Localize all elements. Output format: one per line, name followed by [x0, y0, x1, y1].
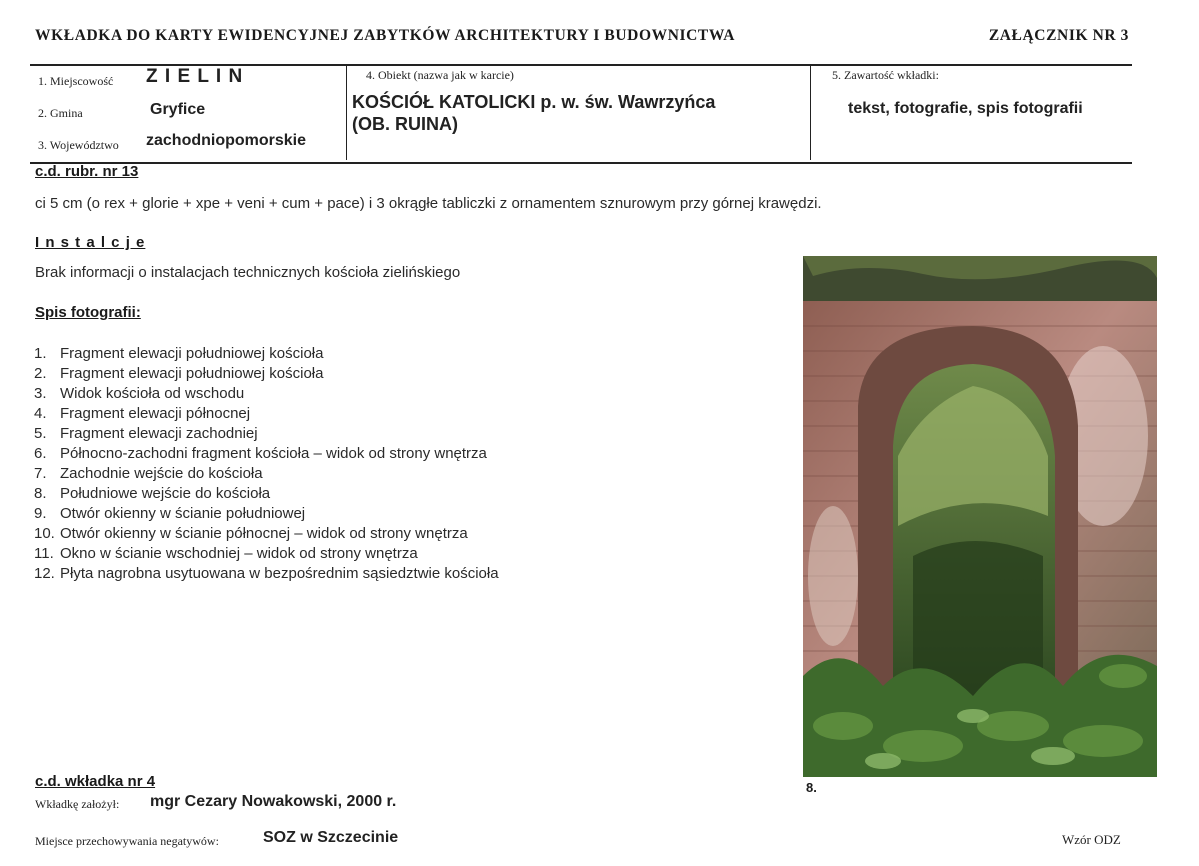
storage-label: Miejsce przechowywania negatywów: [35, 834, 219, 848]
photo-list-item-text: Południowe wejście do kościoła [60, 485, 271, 502]
storage-value: SOZ w Szczecinie [263, 829, 399, 846]
continuation-text: ci 5 cm (o rex + glorie + xpe + veni + cum + pace) i 3 okrągłe tabliczki z ornamentem sznurowym przy górnej krawędzi. [35, 195, 822, 212]
photo-list-item-text: Okno w ścianie wschodniej – widok od strony wnętrza [60, 545, 418, 562]
author-label: Wkładkę założył: [35, 797, 120, 811]
contents-value: tekst, fotografie, spis fotografii [848, 100, 1083, 117]
locality-label: 1. Miejscowość [38, 74, 114, 88]
photo-list-item [34, 504, 499, 524]
photo-list-item-text: Otwór okienny w ścianie południowej [60, 505, 306, 522]
photo-caption: 8. [806, 780, 817, 795]
locality-value: Z I E L I N [146, 66, 244, 87]
box-divider-1 [346, 66, 347, 160]
photo-list-item-number: 11. [34, 545, 54, 562]
photo-list-item-number: 5. [34, 425, 47, 442]
photo-list-item-text: Fragment elewacji północnej [60, 405, 251, 422]
object-value [352, 91, 715, 135]
object-value-line2: (OB. RUINA) [352, 114, 458, 134]
author-value: mgr Cezary Nowakowski, 2000 r. [150, 793, 397, 810]
installations-text: Brak informacji o instalacjach technicznych kościoła zielińskiego [35, 264, 461, 281]
photo-list-item-number: 7. [34, 465, 47, 482]
photo-list-item-text: Fragment elewacji południowej kościoła [60, 365, 324, 382]
photo-list-item [34, 564, 499, 584]
photo-graphic [803, 256, 1157, 777]
photo-list-item-number: 3. [34, 385, 47, 402]
photo-list-item-text: Zachodnie wejście do kościoła [60, 465, 263, 482]
photo-list-item-text: Płyta nagrobna usytuowana w bezpośrednim sąsiedztwie kościoła [60, 565, 499, 582]
ruin-doorway-photo [803, 256, 1157, 777]
installations-heading: I n s t a l c j e [35, 234, 146, 251]
photo-list-item-text: Północno-zachodni fragment kościoła – widok od strony wnętrza [60, 445, 487, 462]
photo-list-item-number: 10. [34, 525, 55, 542]
photo-list-item [34, 484, 499, 504]
photo-list-item [34, 544, 499, 564]
photo-list-item [34, 364, 499, 384]
commune-label: 2. Gmina [38, 106, 83, 120]
object-label: 4. Obiekt (nazwa jak w karcie) [366, 68, 514, 82]
photo-list-item-number: 2. [34, 365, 47, 382]
photo-list-item-text: Widok kościoła od wschodu [60, 385, 245, 402]
photo-list-item-text: Otwór okienny w ścianie północnej – widok od strony wnętrza [60, 525, 468, 542]
object-value-line1: KOŚCIÓŁ KATOLICKI p. w. św. Wawrzyńca [352, 92, 716, 112]
photo-list-item [34, 444, 499, 464]
photo-list-item [34, 464, 499, 484]
continuation-heading: c.d. rubr. nr 13 [35, 163, 139, 180]
photo-list [34, 344, 499, 584]
contents-label: 5. Zawartość wkładki: [832, 68, 939, 82]
photo-list-item-number: 6. [34, 445, 47, 462]
template-mark: Wzór ODZ [1062, 832, 1121, 847]
photo-list-item [34, 384, 499, 404]
voivodeship-label: 3. Województwo [38, 138, 119, 152]
photo-list-item [34, 344, 499, 364]
photo-list-item-number: 8. [34, 485, 47, 502]
photo-list-item-text: Fragment elewacji południowej kościoła [60, 345, 324, 362]
photo-list-item [34, 524, 499, 544]
voivodeship-value: zachodniopomorskie [146, 132, 307, 149]
photo-list-item-number: 4. [34, 405, 47, 422]
photo-list-item-number: 12. [34, 565, 55, 582]
form-title: WKŁADKA DO KARTY EWIDENCYJNEJ ZABYTKÓW ARCHITEKTURY I BUDOWNICTWA [35, 27, 736, 44]
commune-value: Gryfice [150, 101, 206, 118]
photo-list-item-text: Fragment elewacji zachodniej [60, 425, 258, 442]
photo-list-item [34, 424, 499, 444]
photo-list-item-number: 9. [34, 505, 47, 522]
box-divider-2 [810, 66, 811, 160]
photo-list-heading: Spis fotografii: [35, 304, 141, 321]
photo-list-item-number: 1. [34, 345, 47, 362]
insert-heading: c.d. wkładka nr 4 [35, 773, 156, 790]
annex-number: ZAŁĄCZNIK NR 3 [988, 27, 1129, 44]
photo-list-item [34, 404, 499, 424]
